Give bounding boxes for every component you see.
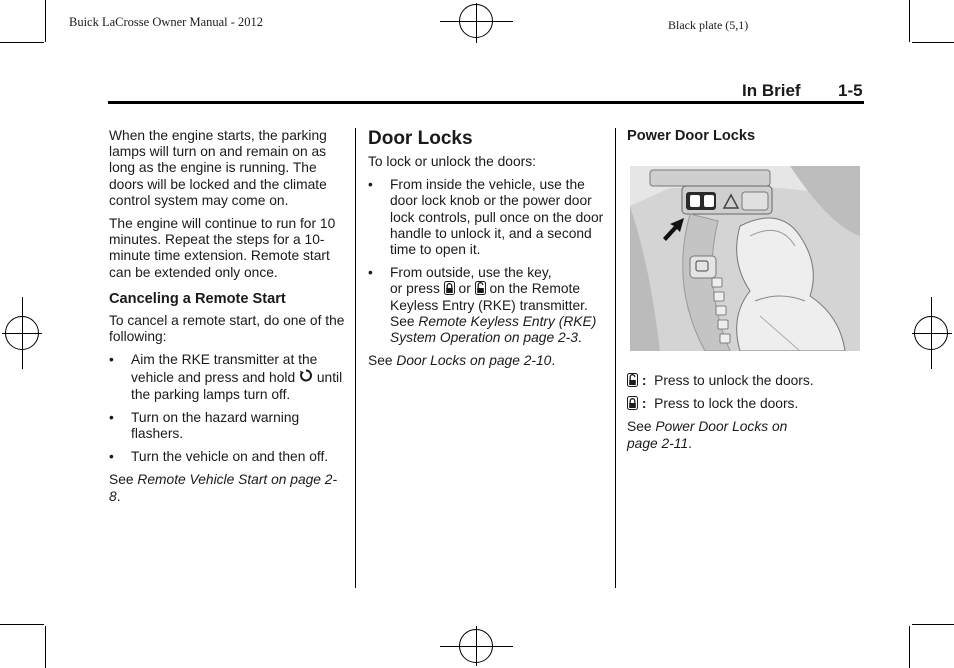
- lock-icon: [444, 281, 455, 295]
- column-2: [368, 128, 604, 369]
- crop-mark: [912, 624, 954, 625]
- reference-link[interactable]: Remote Vehicle Start on page 2-8: [109, 472, 338, 504]
- paragraph: When the engine starts, the parking lamps will turn on and remain on as long as the engine is running. The doors will be locked and the climate control system may come on.: [109, 128, 327, 208]
- column-divider: [615, 128, 616, 588]
- subheading: Power Door Locks: [627, 128, 756, 144]
- crop-mark: [45, 0, 46, 42]
- list-item: • Turn on the hazard warning flashers.: [109, 410, 345, 442]
- plate-label: Black plate (5,1): [668, 18, 749, 32]
- registration-circle: [459, 629, 493, 663]
- crop-mark: [0, 624, 44, 625]
- list-item: • Aim the RKE transmitter at the vehicle and press and hold until the parking lamps turn off.: [109, 352, 345, 403]
- power-door-lock-illustration: [630, 166, 860, 351]
- section-title: In Brief: [742, 81, 801, 100]
- crop-mark: [45, 626, 46, 668]
- registration-circle: [914, 316, 948, 350]
- list-item: • Turn the vehicle on and then off.: [109, 449, 345, 465]
- list-item: • From inside the vehicle, use the door lock knob or the power door lock controls, pull once on the door handle to unlock it, and a second time to open it.: [368, 177, 604, 258]
- paragraph: To cancel a remote start, do one of the following:: [109, 312, 345, 345]
- crop-mark: [912, 42, 954, 43]
- column-1: [109, 128, 345, 505]
- page-number: 1-5: [838, 81, 863, 100]
- reference-link[interactable]: Power Door Locks on page 2-11: [627, 419, 788, 451]
- header-rule: [108, 101, 864, 104]
- crop-mark: [0, 42, 44, 43]
- column-divider: [355, 128, 356, 588]
- lock-icon: [627, 396, 638, 410]
- unlock-instruction: : Press to unlock the doors.: [627, 373, 863, 389]
- lock-instruction: : Press to lock the doors.: [627, 396, 863, 412]
- registration-circle: [5, 316, 39, 350]
- column-3-lower: [627, 373, 863, 452]
- section-heading: Door Locks: [368, 128, 473, 149]
- paragraph: The engine will continue to run for 10 minutes. Repeat the steps for a 10-minute time extension. Remote start can be extended only once.: [109, 216, 336, 280]
- reference-link[interactable]: Remote Keyless Entry (RKE) System Operation on page 2-3: [390, 313, 597, 346]
- crop-mark: [909, 626, 910, 668]
- column-3: [627, 128, 863, 144]
- manual-title: Buick LaCrosse Owner Manual - 2012: [69, 15, 264, 29]
- reference-link[interactable]: Door Locks on page 2-10: [396, 353, 552, 369]
- cross-reference: See Door Locks on page 2-10.: [368, 353, 556, 369]
- subheading: Canceling a Remote Start: [109, 290, 286, 307]
- unlock-icon: [475, 281, 486, 295]
- registration-circle: [459, 4, 493, 38]
- unlock-icon: [627, 373, 638, 387]
- cross-reference: See Remote Vehicle Start on page 2-8.: [109, 472, 338, 504]
- cross-reference: See Power Door Locks on page 2-11.: [627, 419, 788, 451]
- paragraph: To lock or unlock the doors:: [368, 154, 536, 169]
- remote-start-icon: [299, 368, 313, 383]
- list-item: • From outside, use the key, or press or on the Remote Keyless Entry (RKE) transmitter. See Remote Keyless Entry (RKE) System Operation on page 2-3.: [368, 265, 604, 346]
- crop-mark: [909, 0, 910, 42]
